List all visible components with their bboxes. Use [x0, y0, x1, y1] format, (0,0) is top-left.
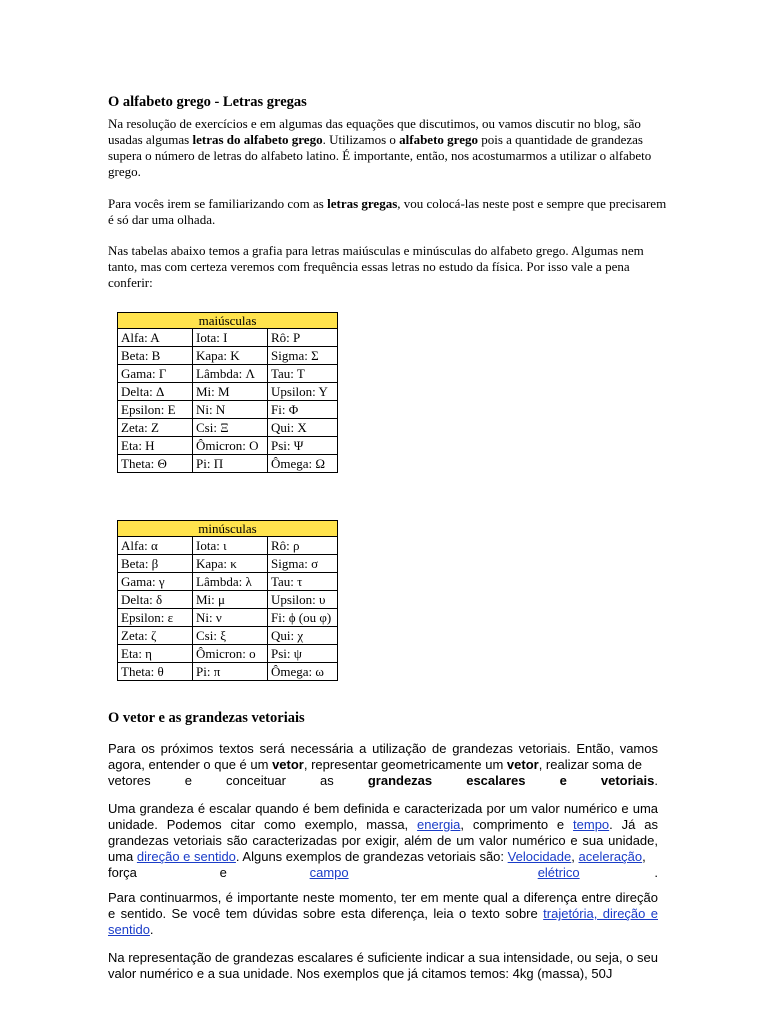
greek-letter-cell: Gama: γ	[118, 573, 193, 591]
greek-letter-cell: Rô: P	[268, 329, 338, 347]
greek-letter-cell: Fi: Φ	[268, 401, 338, 419]
greek-letter-cell: Alfa: α	[118, 537, 193, 555]
greek-letter-cell: Sigma: Σ	[268, 347, 338, 365]
table-row	[118, 591, 338, 609]
greek-letter-cell: Pi: Π	[193, 455, 268, 473]
paragraph-familiarize: Para vocês irem se familiarizando com as letras gregas, vou colocá-las neste post e sempre que precisarem é só dar uma olhada.	[108, 196, 667, 227]
table-row	[118, 401, 338, 419]
table-row	[118, 383, 338, 401]
table-row	[118, 573, 338, 591]
greek-letter-cell: Sigma: σ	[268, 555, 338, 573]
greek-letter-cell: Gama: Γ	[118, 365, 193, 383]
greek-letter-cell: Kapa: κ	[193, 555, 268, 573]
paragraph-intro: Na resolução de exercícios e em algumas das equações que discutimos, ou vamos discutir no blog, são usadas algumas letras do alfabeto grego. Utilizamos o alfabeto grego pois a quantidade de grandezas supera o número de letras do alfabeto latino. É importante, então, nos acostumarmos a utilizar o alfabeto grego.	[108, 116, 652, 179]
greek-letter-cell: Epsilon: E	[118, 401, 193, 419]
link-velocidade[interactable]: Velocidade	[507, 849, 572, 864]
table-row	[118, 609, 338, 627]
table-row	[118, 537, 338, 555]
greek-letter-cell: Qui: χ	[268, 627, 338, 645]
paragraph-tables-intro: Nas tabelas abaixo temos a grafia para letras maiúsculas e minúsculas do alfabeto grego. Algumas nem tanto, mas com certeza veremos com frequência essas letras no estudo da física. Por isso vale a pena conferir:	[108, 243, 644, 290]
table-row	[118, 663, 338, 681]
greek-letter-cell: Iota: I	[193, 329, 268, 347]
greek-letter-cell: Mi: μ	[193, 591, 268, 609]
link-energia[interactable]: energia	[417, 817, 461, 832]
table-row	[118, 455, 338, 473]
section-title-vectors: O vetor e as grandezas vetoriais	[108, 710, 305, 726]
paragraph-scalar-representation: Na representação de grandezas escalares é suficiente indicar a sua intensidade, ou seja, o seu valor numérico e a sua unidade. Nos exemplos que já citamos temos: 4kg (massa), 50J	[108, 950, 658, 981]
link-tempo[interactable]: tempo	[573, 817, 610, 832]
greek-letter-cell: Ômicron: ο	[193, 645, 268, 663]
greek-letter-cell: Tau: τ	[268, 573, 338, 591]
greek-letter-cell: Beta: B	[118, 347, 193, 365]
lowercase-greek-table	[117, 520, 338, 681]
paragraph-scalar-vector: Uma grandeza é escalar quando é bem definida e caracterizada por um valor numérico e uma unidade. Podemos citar como exemplo, massa, energia, comprimento e tempo. Já as grandezas vetoriais são caracterizadas por exigir, além de um valor numérico e sua unidade, uma direção e sentido. Alguns exemplos de grandezas vetoriais são: Velocidade, aceleração, força e campo elétrico .	[108, 801, 658, 880]
uppercase-greek-table	[117, 312, 338, 473]
greek-letter-cell: Kapa: K	[193, 347, 268, 365]
paragraph-vectors-intro: Para os próximos textos será necessária a utilização de grandezas vetoriais. Então, vamos agora, entender o que é um vetor, representar geometricamente um vetor, realizar soma de vetores e conceituar as grandezas escalares e vetoriais.	[108, 741, 658, 788]
table-header-lowercase: minúsculas	[118, 521, 338, 537]
greek-letter-cell: Mi: M	[193, 383, 268, 401]
table-row	[118, 347, 338, 365]
table-row	[118, 419, 338, 437]
link-aceleracao[interactable]: aceleração	[578, 849, 643, 864]
table-row	[118, 329, 338, 347]
table-row	[118, 437, 338, 455]
greek-letter-cell: Tau: T	[268, 365, 338, 383]
greek-letter-cell: Rô: ρ	[268, 537, 338, 555]
greek-letter-cell: Lâmbda: λ	[193, 573, 268, 591]
greek-letter-cell: Csi: ξ	[193, 627, 268, 645]
greek-letter-cell: Ômicron: O	[193, 437, 268, 455]
table-row	[118, 627, 338, 645]
paragraph-direction-sense: Para continuarmos, é importante neste momento, ter em mente qual a diferença entre direção e sentido. Se você tem dúvidas sobre esta diferença, leia o texto sobre trajetória, direção e sentido.	[108, 890, 659, 937]
greek-letter-cell: Csi: Ξ	[193, 419, 268, 437]
table-header-uppercase: maiúsculas	[118, 313, 338, 329]
greek-letter-cell: Lâmbda: Λ	[193, 365, 268, 383]
greek-letter-cell: Ômega: Ω	[268, 455, 338, 473]
greek-letter-cell: Zeta: Z	[118, 419, 193, 437]
greek-letter-cell: Delta: Δ	[118, 383, 193, 401]
greek-letter-cell: Ni: N	[193, 401, 268, 419]
greek-letter-cell: Iota: ι	[193, 537, 268, 555]
greek-letter-cell: Eta: η	[118, 645, 193, 663]
section-title-greek-alphabet: O alfabeto grego - Letras gregas	[108, 94, 307, 110]
greek-letter-cell: Eta: H	[118, 437, 193, 455]
table-row	[118, 645, 338, 663]
greek-letter-cell: Upsilon: Y	[268, 383, 338, 401]
link-trajetoria-direcao-sentido[interactable]: trajetória, direção e sentido	[108, 906, 659, 937]
table-row	[118, 555, 338, 573]
greek-letter-cell: Psi: Ψ	[268, 437, 338, 455]
greek-letter-cell: Upsilon: υ	[268, 591, 338, 609]
greek-letter-cell: Delta: δ	[118, 591, 193, 609]
link-direcao-sentido[interactable]: direção e sentido	[136, 849, 236, 864]
greek-letter-cell: Theta: Θ	[118, 455, 193, 473]
greek-letter-cell: Alfa: A	[118, 329, 193, 347]
link-campo-eletrico[interactable]: campo elétrico	[309, 865, 580, 880]
table-row	[118, 365, 338, 383]
greek-letter-cell: Ni: ν	[193, 609, 268, 627]
greek-letter-cell: Ômega: ω	[268, 663, 338, 681]
greek-letter-cell: Theta: θ	[118, 663, 193, 681]
greek-letter-cell: Fi: ϕ (ou φ)	[268, 609, 338, 627]
greek-letter-cell: Zeta: ζ	[118, 627, 193, 645]
greek-letter-cell: Qui: X	[268, 419, 338, 437]
greek-letter-cell: Beta: β	[118, 555, 193, 573]
greek-letter-cell: Epsilon: ε	[118, 609, 193, 627]
greek-letter-cell: Pi: π	[193, 663, 268, 681]
greek-letter-cell: Psi: ψ	[268, 645, 338, 663]
